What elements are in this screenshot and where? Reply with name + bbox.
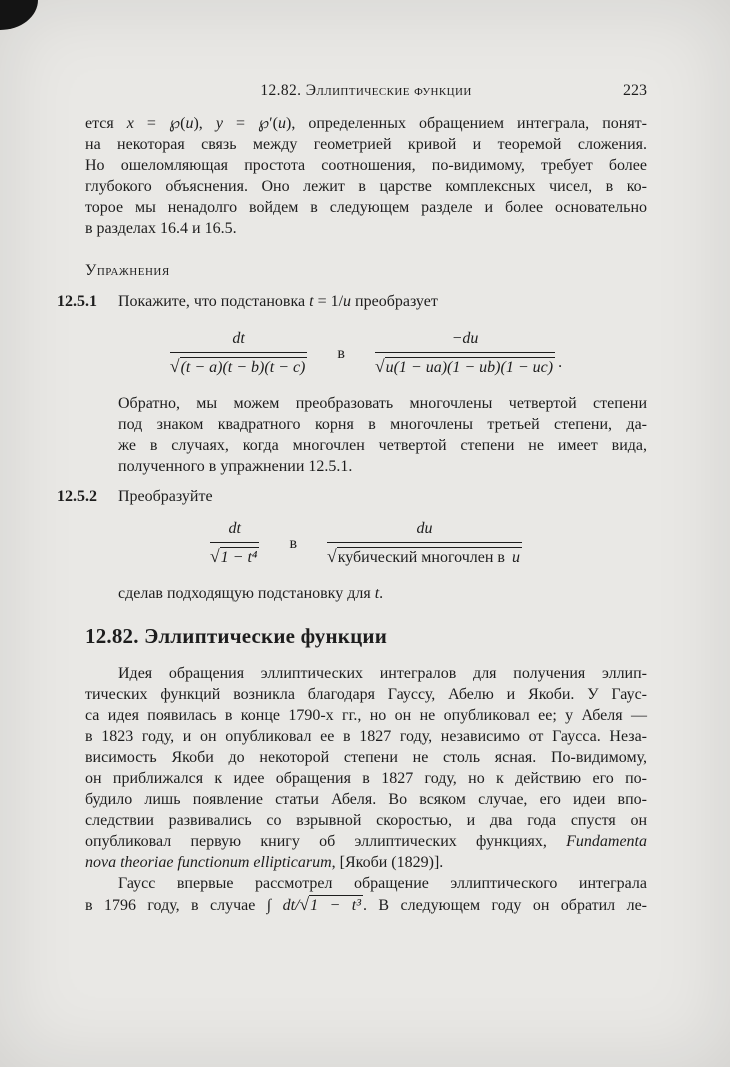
- exercise-number: 12.5.2: [57, 488, 97, 505]
- text-line: ется x = ℘(u), y = ℘′(u), определенных обращением интеграла, понят-: [85, 115, 647, 132]
- text-line: в 1796 году, в случае ∫ dt/√1 − t³ . В следующем году он обратил ле-: [85, 894, 647, 914]
- fraction-left: [210, 518, 259, 568]
- exercise-text: Покажите, что подстановка t = 1/u преобразует: [118, 293, 438, 310]
- exercise-12-5-1: [57, 291, 647, 312]
- text-line: в разделах 16.4 и 16.5.: [85, 220, 237, 237]
- fraction-denominator: √u(1 − ua)(1 − ub)(1 − uc): [374, 356, 554, 376]
- text-line: Гаусс впервые рассмотрел обращение эллиптического интеграла: [118, 875, 647, 892]
- fraction-left: [170, 328, 307, 378]
- running-head-title: 12.82. Эллиптические функции: [260, 82, 472, 99]
- formula-connector: в: [289, 534, 298, 552]
- text-line: глубокого объяснения. Оно лежит в царстве комплексных чисел, в ко-: [85, 178, 647, 195]
- paragraph-intro: [85, 113, 647, 239]
- formula-period: .: [558, 353, 563, 371]
- fraction-numerator: dt: [170, 328, 307, 353]
- text-line: следствии развивались со взрывной скоростью, и два года спустя он: [85, 812, 647, 829]
- text-line: сделав подходящую подстановку для t.: [118, 585, 384, 602]
- paragraph-gauss: [85, 873, 647, 916]
- exercise-12-5-2: [57, 486, 647, 507]
- text-line: в 1823 году, и он опубликовал ее в 1827 году, независимо от Гаусса. Неза-: [85, 728, 647, 745]
- section-heading: 12.82. Эллиптические функции: [85, 624, 388, 648]
- text-line: Обратно, мы можем преобразовать многочлены четвертой степени: [118, 395, 647, 412]
- formula-connector: в: [337, 344, 345, 362]
- fraction-right: [327, 518, 522, 568]
- fraction-denominator: √1 − t⁴: [210, 546, 258, 566]
- text-line: будило лишь появление статьи Абеля. Во всяком случае, его идеи впо-: [85, 791, 647, 808]
- fraction-numerator: dt: [210, 518, 259, 543]
- fraction-right: [375, 328, 555, 378]
- running-header: [85, 80, 647, 101]
- text-line: тических функций возникла благодаря Гауссу, Абелю и Якоби. У Гаус-: [85, 686, 647, 703]
- text-line: висимость Якоби до некоторой степени не столь ясная. По-видимому,: [85, 749, 647, 766]
- text-line: он приближался к идее обращения в 1827 году, но к действию его по-: [85, 770, 647, 787]
- fraction-denominator: √(t − a)(t − b)(t − c): [169, 356, 306, 376]
- exercises-heading: Упражнения: [85, 262, 170, 279]
- paragraph-substitution-note: [118, 583, 647, 604]
- paragraph-section-body: [85, 663, 647, 873]
- text-line: nova theoriae functionum ellipticarum, [Якоби (1829)].: [85, 854, 444, 871]
- text-line: Идея обращения эллиптических интегралов для получения эллип-: [118, 665, 647, 682]
- fraction-numerator: −du: [375, 328, 555, 353]
- display-formula-2: [85, 518, 647, 568]
- text-line: опубликовал первую книгу об эллиптических функциях, Fundamenta: [85, 833, 647, 850]
- text-line: полученного в упражнении 12.5.1.: [118, 458, 353, 475]
- text-line: же в случаях, когда многочлен четвертой степени не имеет вида,: [118, 437, 647, 454]
- fraction-numerator: du: [327, 518, 522, 543]
- scan-corner-artifact: [0, 0, 38, 30]
- text-line: Но ошеломляющая простота соотношения, по-видимому, требует более: [85, 157, 647, 174]
- paragraph-exercise-note: [118, 393, 647, 477]
- page-number: 223: [623, 82, 647, 99]
- exercise-number: 12.5.1: [57, 293, 97, 310]
- fraction-denominator: √кубический многочлен в u: [327, 546, 520, 566]
- text-line: на некоторая связь между геометрией кривой и теоремой сложения.: [85, 136, 647, 153]
- text-line: торое мы ненадолго войдем в следующем разделе и более основательно: [85, 199, 647, 216]
- text-line: под знаком квадратного корня в многочлены третьей степени, да-: [118, 416, 647, 433]
- display-formula-1: [85, 328, 647, 378]
- text-line: са идея появилась в конце 1790-х гг., но он не опубликовал ее; у Абеля —: [85, 707, 647, 724]
- exercise-text: Преобразуйте: [118, 488, 213, 505]
